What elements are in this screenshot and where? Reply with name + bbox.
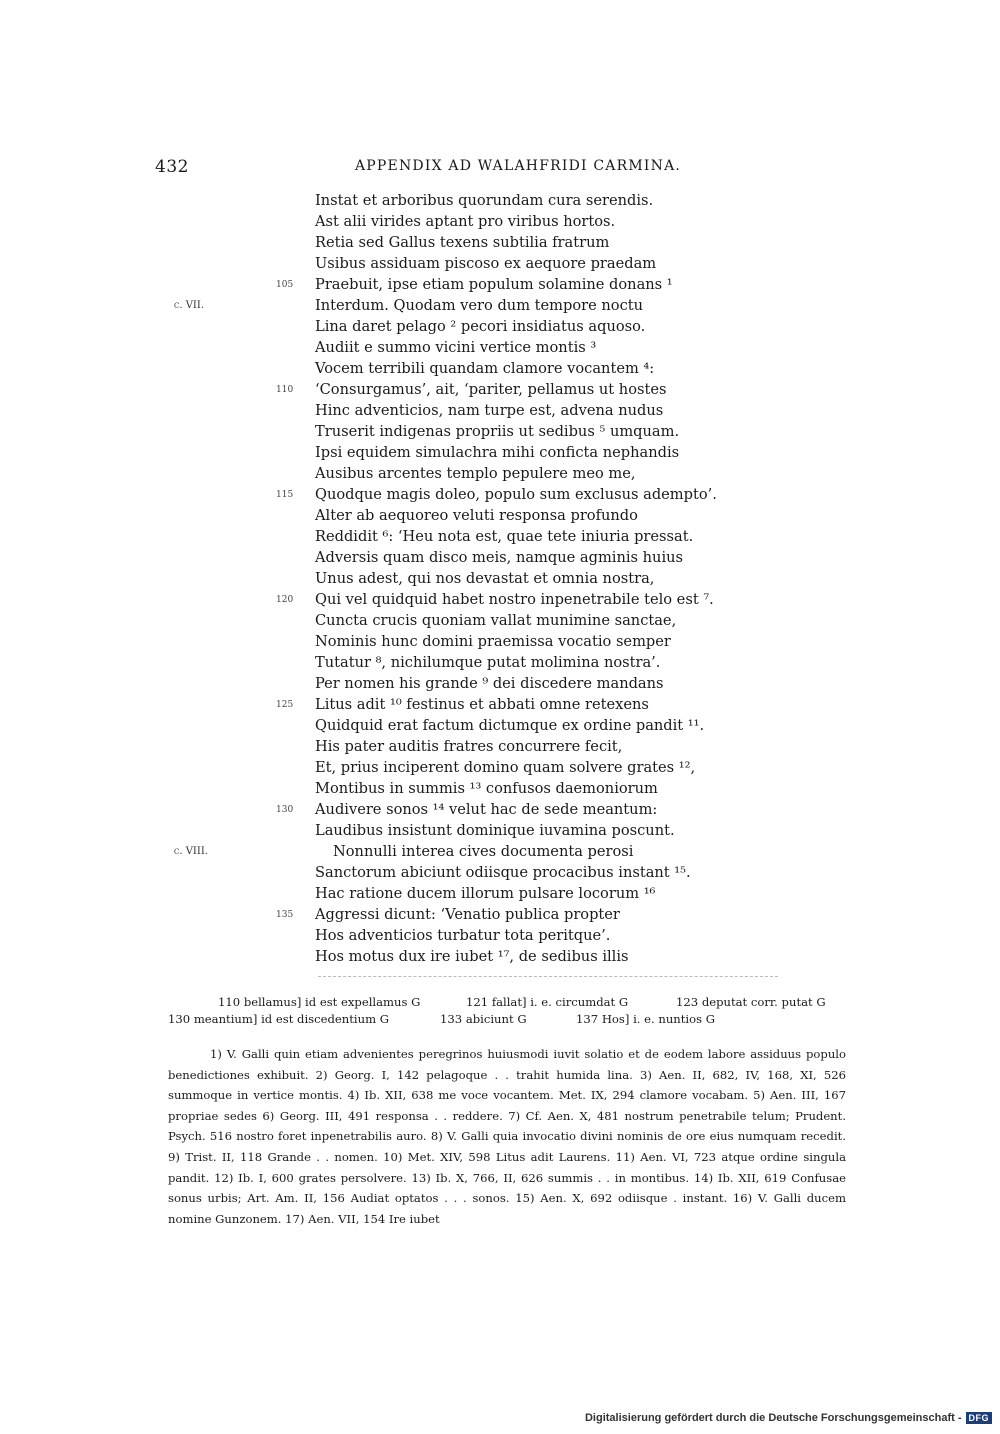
- verse-text: Hinc adventicios, nam turpe est, advena nudus: [315, 402, 664, 419]
- verse-line: [0, 925, 1000, 946]
- verse-line: [0, 379, 1000, 400]
- apparatus-entry: 130 meantium] id est discedentium G: [168, 1012, 390, 1026]
- verse-text: Ast alii virides aptant pro viribus hortos.: [315, 213, 616, 230]
- verse-line: [0, 232, 1000, 253]
- line-number: 110: [276, 385, 294, 395]
- apparatus-entry: 133 abiciunt G: [440, 1012, 527, 1026]
- apparatus-entry: 123 deputat corr. putat G: [676, 995, 826, 1009]
- footnotes: [168, 1044, 846, 1229]
- verse-line: [0, 547, 1000, 568]
- apparatus-entry: 121 fallat] i. e. circumdat G: [466, 995, 629, 1009]
- verse-text: Litus adit ¹⁰ festinus et abbati omne retexens: [315, 696, 649, 713]
- critical-apparatus: [168, 994, 848, 1028]
- verse-text: Nonnulli interea cives documenta perosi: [333, 843, 634, 860]
- verse-line: [0, 883, 1000, 904]
- verse-line: [0, 505, 1000, 526]
- verse-text: His pater auditis fratres concurrere fecit,: [315, 738, 623, 755]
- verse-text: Adversis quam disco meis, namque agminis huius: [315, 549, 684, 566]
- verse-line: [0, 631, 1000, 652]
- verse-line: [0, 295, 1000, 316]
- page-number: 432: [155, 157, 189, 177]
- verse-line: [0, 337, 1000, 358]
- verse-text: Sanctorum abiciunt odiisque procacibus instant ¹⁵.: [315, 864, 691, 881]
- line-number: 130: [276, 805, 294, 815]
- verse-line: [0, 211, 1000, 232]
- apparatus-line: [168, 1011, 848, 1028]
- chapter-marker: c. VIII.: [174, 846, 208, 857]
- verse-line: [0, 274, 1000, 295]
- verse-text: Qui vel quidquid habet nostro inpenetrabile telo est ⁷.: [315, 591, 714, 608]
- verse-text: Instat et arboribus quorundam cura serendis.: [315, 192, 654, 209]
- verse-line: [0, 610, 1000, 631]
- verse-line: [0, 841, 1000, 862]
- verse-text: Quidquid erat factum dictumque ex ordine pandit ¹¹.: [315, 717, 705, 734]
- verse-line: [0, 673, 1000, 694]
- apparatus-line: [168, 994, 848, 1011]
- verse-line: [0, 400, 1000, 421]
- page-header: [155, 157, 845, 181]
- verse-text: ‘Consurgamus’, ait, ‘pariter, pellamus ut hostes: [315, 381, 667, 398]
- verse-line: [0, 463, 1000, 484]
- verse-text: Cuncta crucis quoniam vallat munimine sanctae,: [315, 612, 677, 629]
- verse-line: [0, 652, 1000, 673]
- dfg-credit-text: Digitalisierung gefördert durch die Deutsche Forschungsgemeinschaft -: [584, 1412, 962, 1424]
- verse-text: Hos motus dux ire iubet ¹⁷, de sedibus illis: [315, 948, 629, 965]
- verse-line: [0, 715, 1000, 736]
- verse-text: Quodque magis doleo, populo sum exclusus adempto’.: [315, 486, 717, 503]
- verse-text: Praebuit, ipse etiam populum solamine donans ¹: [315, 276, 673, 293]
- verse-line: [0, 484, 1000, 505]
- verse-text: Reddidit ⁶: ‘Heu nota est, quae tete iniuria pressat.: [315, 528, 694, 545]
- line-number: 135: [276, 910, 294, 920]
- line-number: 115: [276, 490, 294, 500]
- running-title: APPENDIX AD WALAHFRIDI CARMINA.: [355, 158, 682, 174]
- dfg-credit: [585, 1412, 992, 1424]
- apparatus-entry: 137 Hos] i. e. nuntios G: [576, 1012, 716, 1026]
- verse-text: Retia sed Gallus texens subtilia fratrum: [315, 234, 610, 251]
- verse-text: Tutatur ⁸, nichilumque putat molimina nostra’.: [315, 654, 661, 671]
- verse-text: Alter ab aequoreo veluti responsa profundo: [315, 507, 638, 524]
- verse-text: Audivere sonos ¹⁴ velut hac de sede meantum:: [315, 801, 658, 818]
- verse-text: Hos adventicios turbatur tota peritque’.: [315, 927, 611, 944]
- verse-line: [0, 757, 1000, 778]
- verse-line: [0, 442, 1000, 463]
- verse-text: Unus adest, qui nos devastat et omnia nostra,: [315, 570, 655, 587]
- verse-block: [0, 190, 1000, 967]
- verse-text: Et, prius inciperent domino quam solvere grates ¹²,: [315, 759, 696, 776]
- verse-text: Per nomen his grande ⁹ dei discedere mandans: [315, 675, 664, 692]
- verse-text: Hac ratione ducem illorum pulsare locorum ¹⁶: [315, 885, 656, 902]
- verse-line: [0, 862, 1000, 883]
- verse-text: Truserit indigenas propriis ut sedibus ⁵ umquam.: [315, 423, 680, 440]
- verse-text: Interdum. Quodam vero dum tempore noctu: [315, 297, 644, 314]
- verse-line: [0, 799, 1000, 820]
- verse-line: [0, 526, 1000, 547]
- verse-line: [0, 736, 1000, 757]
- verse-line: [0, 946, 1000, 967]
- verse-line: [0, 358, 1000, 379]
- verse-text: Usibus assiduam piscoso ex aequore praedam: [315, 255, 657, 272]
- verse-line: [0, 589, 1000, 610]
- text-divider: [318, 976, 778, 977]
- verse-text: Aggressi dicunt: ‘Venatio publica propter: [315, 906, 620, 923]
- verse-line: [0, 316, 1000, 337]
- verse-text: Laudibus insistunt dominique iuvamina poscunt.: [315, 822, 675, 839]
- verse-line: [0, 904, 1000, 925]
- verse-text: Vocem terribili quandam clamore vocantem ⁴:: [315, 360, 655, 377]
- verse-line: [0, 190, 1000, 211]
- verse-text: Ipsi equidem simulachra mihi conficta nephandis: [315, 444, 680, 461]
- line-number: 125: [276, 700, 294, 710]
- verse-text: Montibus in summis ¹³ confusos daemoniorum: [315, 780, 658, 797]
- chapter-marker: c. VII.: [174, 300, 205, 311]
- verse-text: Nominis hunc domini praemissa vocatio semper: [315, 633, 671, 650]
- verse-line: [0, 820, 1000, 841]
- line-number: 120: [276, 595, 294, 605]
- verse-text: Ausibus arcentes templo pepulere meo me,: [315, 465, 636, 482]
- verse-text: Lina daret pelago ² pecori insidiatus aquoso.: [315, 318, 646, 335]
- verse-line: [0, 778, 1000, 799]
- verse-line: [0, 568, 1000, 589]
- line-number: 105: [276, 280, 294, 290]
- verse-line: [0, 694, 1000, 715]
- verse-line: [0, 421, 1000, 442]
- verse-text: Audiit e summo vicini vertice montis ³: [315, 339, 597, 356]
- verse-line: [0, 253, 1000, 274]
- apparatus-entry: 110 bellamus] id est expellamus G: [218, 995, 421, 1009]
- dfg-logo: DFG: [966, 1412, 993, 1424]
- footnote-text: 1) V. Galli quin etiam advenientes peregrinos huiusmodi iuvit solatio et de eodem labore assiduus populo benedictiones exhibuit. 2) Georg. I, 142 pelagoque . . trahit humida lina. 3) Aen. II, 682, IV, 168, XI, 526 summoque in vertice montis. 4) Ib. XII, 638 me voce vocantem. Met. IX, 294 clamore vocabam. 5) Aen. III, 167 propriae sedes 6) Georg. III, 491 responsa . . reddere. 7) Cf. Aen. X, 481 nostrum penetrabile telum; Prudent. Psych. 516 nostro foret inpenetrabilis auro. 8) V. Galli quia invocatio divini nominis de ore eius numquam recedit. 9) Trist. II, 118 Grande . . nomen. 10) Met. XIV, 598 Litus adit Laurens. 11) Aen. VI, 723 atque ordine singula pandit. 12) Ib. I, 600 grates persolvere. 13) Ib. X, 766, II, 626 summis . . in montibus. 14) Ib. XII, 619 Confusae sonus urbis; Art. Am. II, 156 Audiat optatos . . . sonos. 15) Aen. X, 692 odiisque . instant. 16) V. Galli ducem nomine Gunzonem. 17) Aen. VII, 154 Ire iubet: [168, 1047, 846, 1226]
